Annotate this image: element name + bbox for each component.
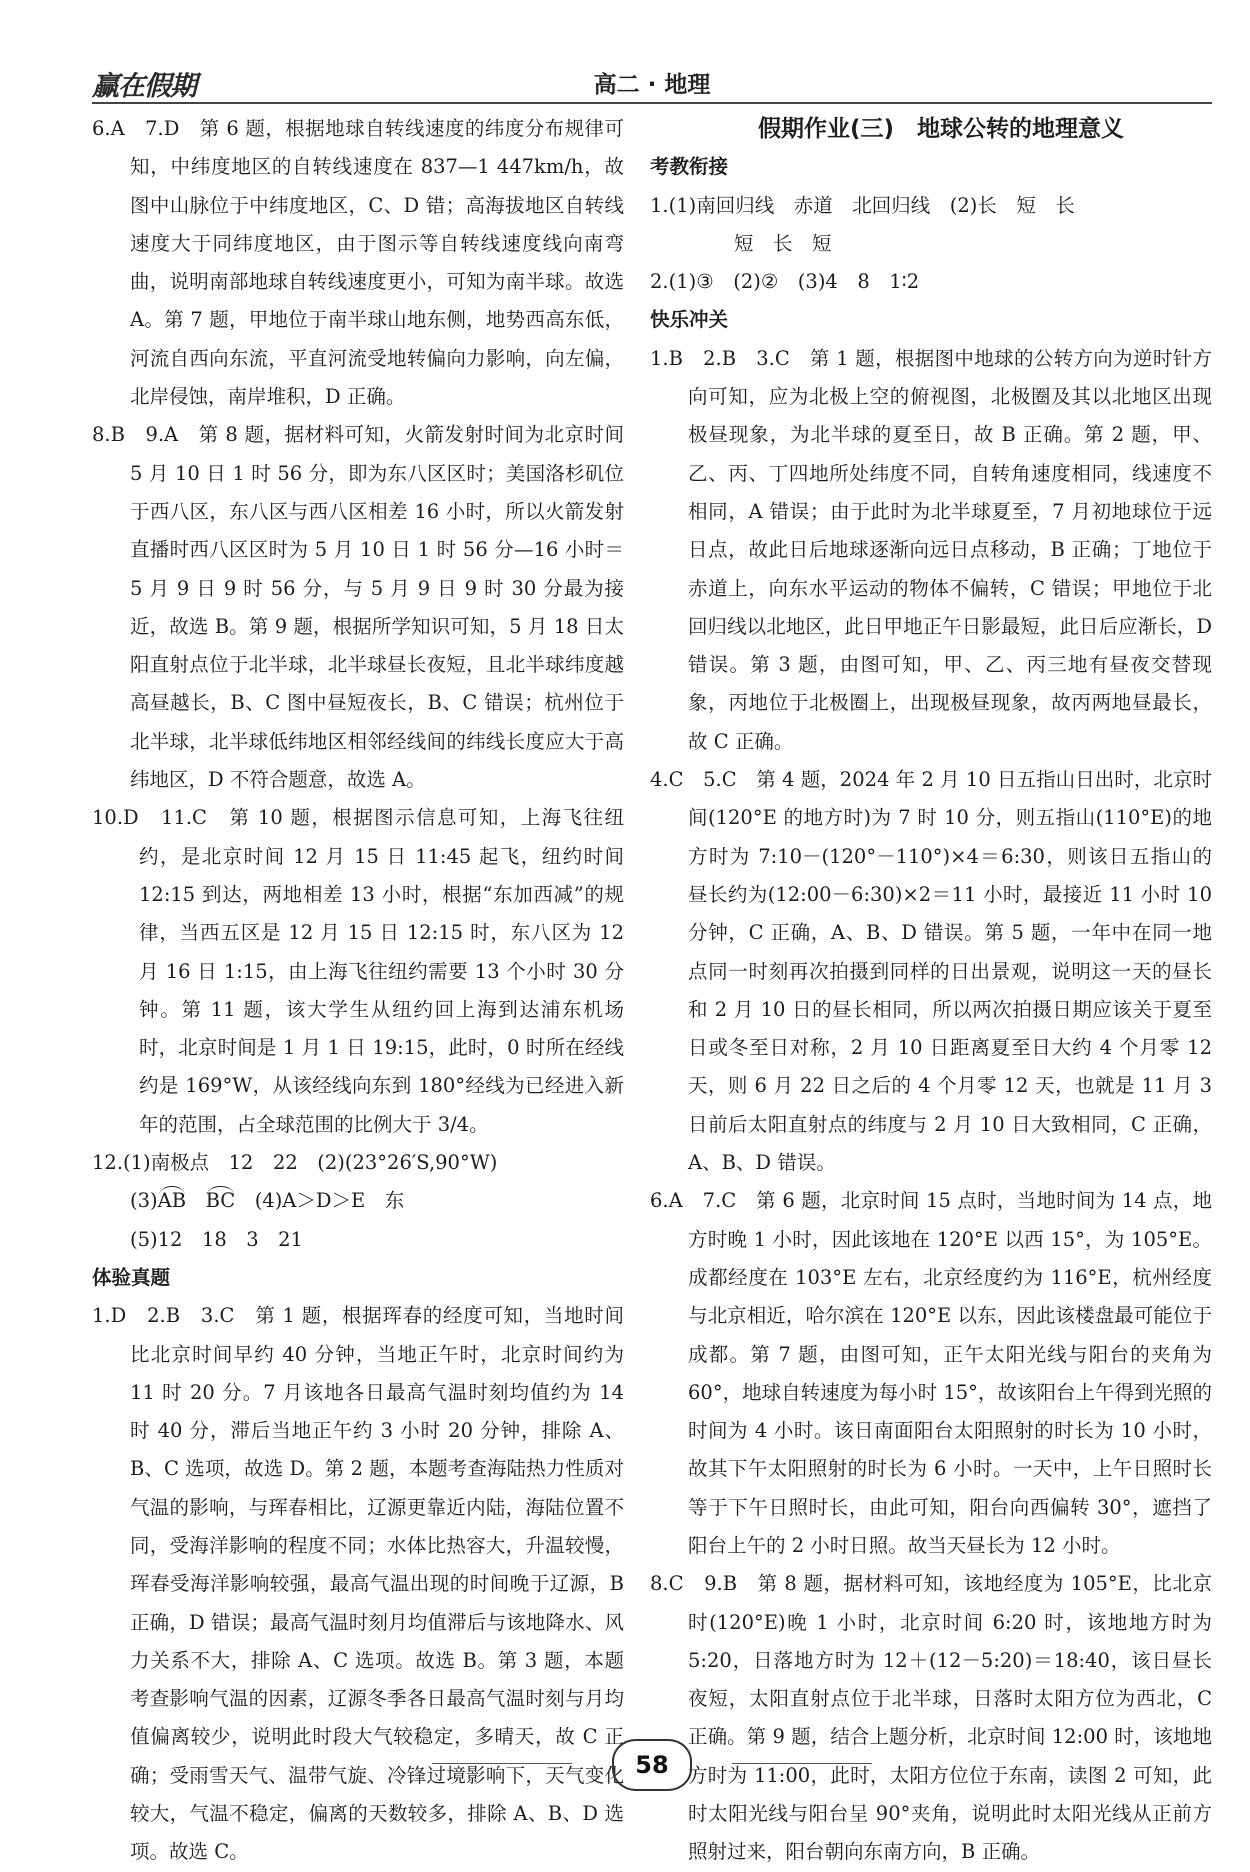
arc-ab: AB [158, 1182, 186, 1220]
answer-entry: 6.A 7.D 第 6 题，根据地球自转线速度的纬度分布规律可知，中纬度地区的自转线速度在 837—1 447km/h，故图中山脉位于中纬度地区，C、D 错；高海拔地区自转线速度大于同纬度地区，由于图示等自转线速度线向南弯曲，说明南部地球自转线速度更小，可知为南半球。故选 A。第 7 题，甲地位于南半球山地东侧，地势西高东低，河流自西向东流，平直河流受地转偏向力影响，向左偏，北岸侵蚀，南岸堆积，D 正确。 [92, 117, 624, 409]
header-rule [92, 102, 1212, 104]
page-footer [92, 1733, 1212, 1793]
answer-entry: 6.A 7.C 第 6 题，北京时间 15 点时，当地时间为 14 点，地方时晚 1 小时，因此该地在 120°E 以西 15°，为 105°E。成都经度在 103°E 左右，北京经度约为 116°E，杭州经度与北京相近，哈尔滨在 120°E 以东，因此该楼盘最可能位于成都。第 7 题，由图可知，正午太阳光线与阳台的夹角为 60°，地球自转速度为每小时 15°，故该阳台上午得到光照的时间为 4 小时。该日南面阳台太阳照射的时长为 10 小时，故其下午太阳照射的时长为 6 小时。一天中，上午日照时长等于下午日照时长，由此可知，阳台向西偏转 30°，遮挡了阳台上午的 2 小时日照。故当天昼长为 12 小时。 [650, 1189, 1212, 1557]
series-logo: 赢在假期 [92, 71, 196, 102]
answer-entry: 10.D 11.C 第 10 题，根据图示信息可知，上海飞往纽约，是北京时间 12 月 15 日 11:45 起飞，纽约时间 12:15 到达，两地相差 13 小时，根据“东加西减”的规律，当西五区是 12 月 15 日 12:15 时，东八区为 12 月 16 日 1:15，由上海飞往纽约需要 13 个小时 30 分钟。第 11 题，该大学生从纽约回上海到达浦东机场时，北京时间是 1 月 1 日 19:15，此时，0 时所在经线约是 169°W，从该经线向东到 180°经线为已经进入新年的范围，占全球范围的比例大于 3/4。 [92, 806, 624, 1136]
answer-line [92, 1182, 624, 1220]
answer-entry: 4.C 5.C 第 4 题，2024 年 2 月 10 日五指山日出时，北京时间(120°E 的地方时)为 7 时 10 分，则五指山(110°E)的地方时为 7:10－(120°－110°)×4＝6:30，则该日五指山的昼长约为(12:00－6:30)×2＝11 小时，最接近 11 小时 10 分钟，C 正确，A、B、D 错误。第 5 题，一年中在同一地点同一时刻再次拍摄到同样的日出景观，说明这一天的昼长和 2 月 10 日的昼长相同，所以两次拍摄日期应该关于夏至日或冬至日对称，2 月 10 日距离夏至日大约 4 个月零 12 天，则 6 月 22 日之后的 4 个月零 12 天，也就是 11 月 3 日前后太阳直射点的纬度与 2 月 10 日大致相同，C 正确，A、B、D 错误。 [650, 768, 1212, 1175]
answer-entry: 8.B 9.A 第 8 题，据材料可知，火箭发射时间为北京时间 5 月 10 日 1 时 56 分，即为东八区区时；美国洛杉矶位于西八区，东八区与西八区相差 16 小时，所以火箭发射直播时西八区区时为 5 月 10 日 1 时 56 分—16 小时＝5 月 9 日 9 时 56 分，与 5 月 9 日 9 时 30 分最为接近，故选 B。第 9 题，根据所学知识可知，5 月 18 日太阳直射点位于北半球，北半球昼长夜短，且北半球纬度越高昼越长，B、C 图中昼短夜长，B、C 错误；杭州位于北半球，北半球低纬地区相邻经线间的纬线长度应大于高纬地区，D 不符合题意，故选 A。 [92, 423, 624, 792]
answer-gap [186, 1189, 206, 1212]
answer-entry: 1.D 2.B 3.C 第 1 题，根据珲春的经度可知，当地时间比北京时间早约 40 分钟，当地正午时，北京时间约为 11 时 20 分。7 月该地各日最高气温时刻均值约为 14 时 40 分，滞后当地正午约 3 小时 20 分钟，排除 A、B、C 选项，故选 D。第 2 题，本题考查海陆热力性质对气温的影响，与珲春相比，辽源更靠近内陆，海陆位置不同，受海洋影响的程度不同；水体比热容大，升温较慢，珲春受海洋影响较强，最高气温出现的时间晚于辽源，B 正确，D 错误；最高气温时刻月均值滞后与该地降水、风力关系不大，排除 A、C 选项。故选 B。第 3 题，本题考查影响气温的因素，辽源冬季各日最高气温时刻与月均值偏离较少，说明此时段大气较稳定，多晴天，故 C 正确；受雨雪天气、温带气旋、冷锋过境影响下，天气变化较大，气温不稳定，偏离的天数较多，排除 A、B、D 选项。故选 C。 [92, 1304, 624, 1864]
footer-rule-right [732, 1763, 872, 1764]
right-column [650, 110, 1212, 1872]
answer-line: 2.(1)③ (2)② (3)4 8 1∶2 [650, 270, 920, 294]
answer-entry: 12.(1)南极点 12 22 (2)(23°26′S,90°W) [92, 1151, 498, 1175]
arc-bc: BC [206, 1182, 236, 1220]
answer-part: (3) [130, 1189, 158, 1213]
section-heading: 体验真题 [92, 1265, 171, 1289]
answer-part: (4)A＞D＞E 东 [235, 1189, 405, 1213]
section-heading: 考教衔接 [650, 155, 729, 179]
answer-entry: 1.B 2.B 3.C 第 1 题，根据图中地球的公转方向为逆时针方向可知，应为北极上空的俯视图，北极圈及其以北地区出现极昼现象，为北半球的夏至日，故 B 正确。第 2 题，甲、乙、丙、丁四地所处纬度不同，自转角速度相同，线速度不相同，A 错误；由于此时为北半球夏至，7 月初地球位于远日点，故此日后地球逐渐向远日点移动，B 正确；丁地位于赤道上，向东水平运动的物体不偏转，C 错误；甲地位于北回归线以北地区，此日甲地正午日影最短，此日后应渐长，D 错误。第 3 题，由图可知，甲、乙、丙三地有昼夜交替现象，丙地位于北极圈上，出现极昼现象，故丙两地昼最长，故 C 正确。 [650, 346, 1212, 753]
answer-entry: 8.C 9.B 第 8 题，据材料可知，该地经度为 105°E，比北京时(120°E)晚 1 小时，北京时间 6:20 时，该地地方时为 5:20，日落地方时为 12＋(12－5:20)＝18:40，该日昼长夜短，太阳直射点位于北半球，日落时太阳方位为西北，C 正确。第 9 题，结合上题分析，北京时间 12:00 时，该地地方时为 11:00，此时，太阳方位位于东南，读图 2 可知，此时太阳光线与阳台呈 90°夹角，说明此时太阳光线从正前方照射过来，阳台朝向东南方向，B 正确。 [650, 1572, 1212, 1864]
footer-rule-left [432, 1763, 572, 1764]
page-header [92, 62, 1212, 104]
left-column [92, 110, 624, 1872]
page-number: 58 [612, 1739, 692, 1791]
answer-line: 短 长 短 [734, 231, 832, 255]
section-heading: 快乐冲关 [650, 308, 729, 332]
answer-line: 1.(1)南回归线 赤道 北回归线 (2)长 短 长 [650, 193, 1075, 217]
page-title: 高二 · 地理 [593, 72, 711, 98]
answer-line: (5)12 18 3 21 [130, 1227, 303, 1251]
chapter-title: 假期作业(三) 地球公转的地理意义 [757, 116, 1125, 142]
